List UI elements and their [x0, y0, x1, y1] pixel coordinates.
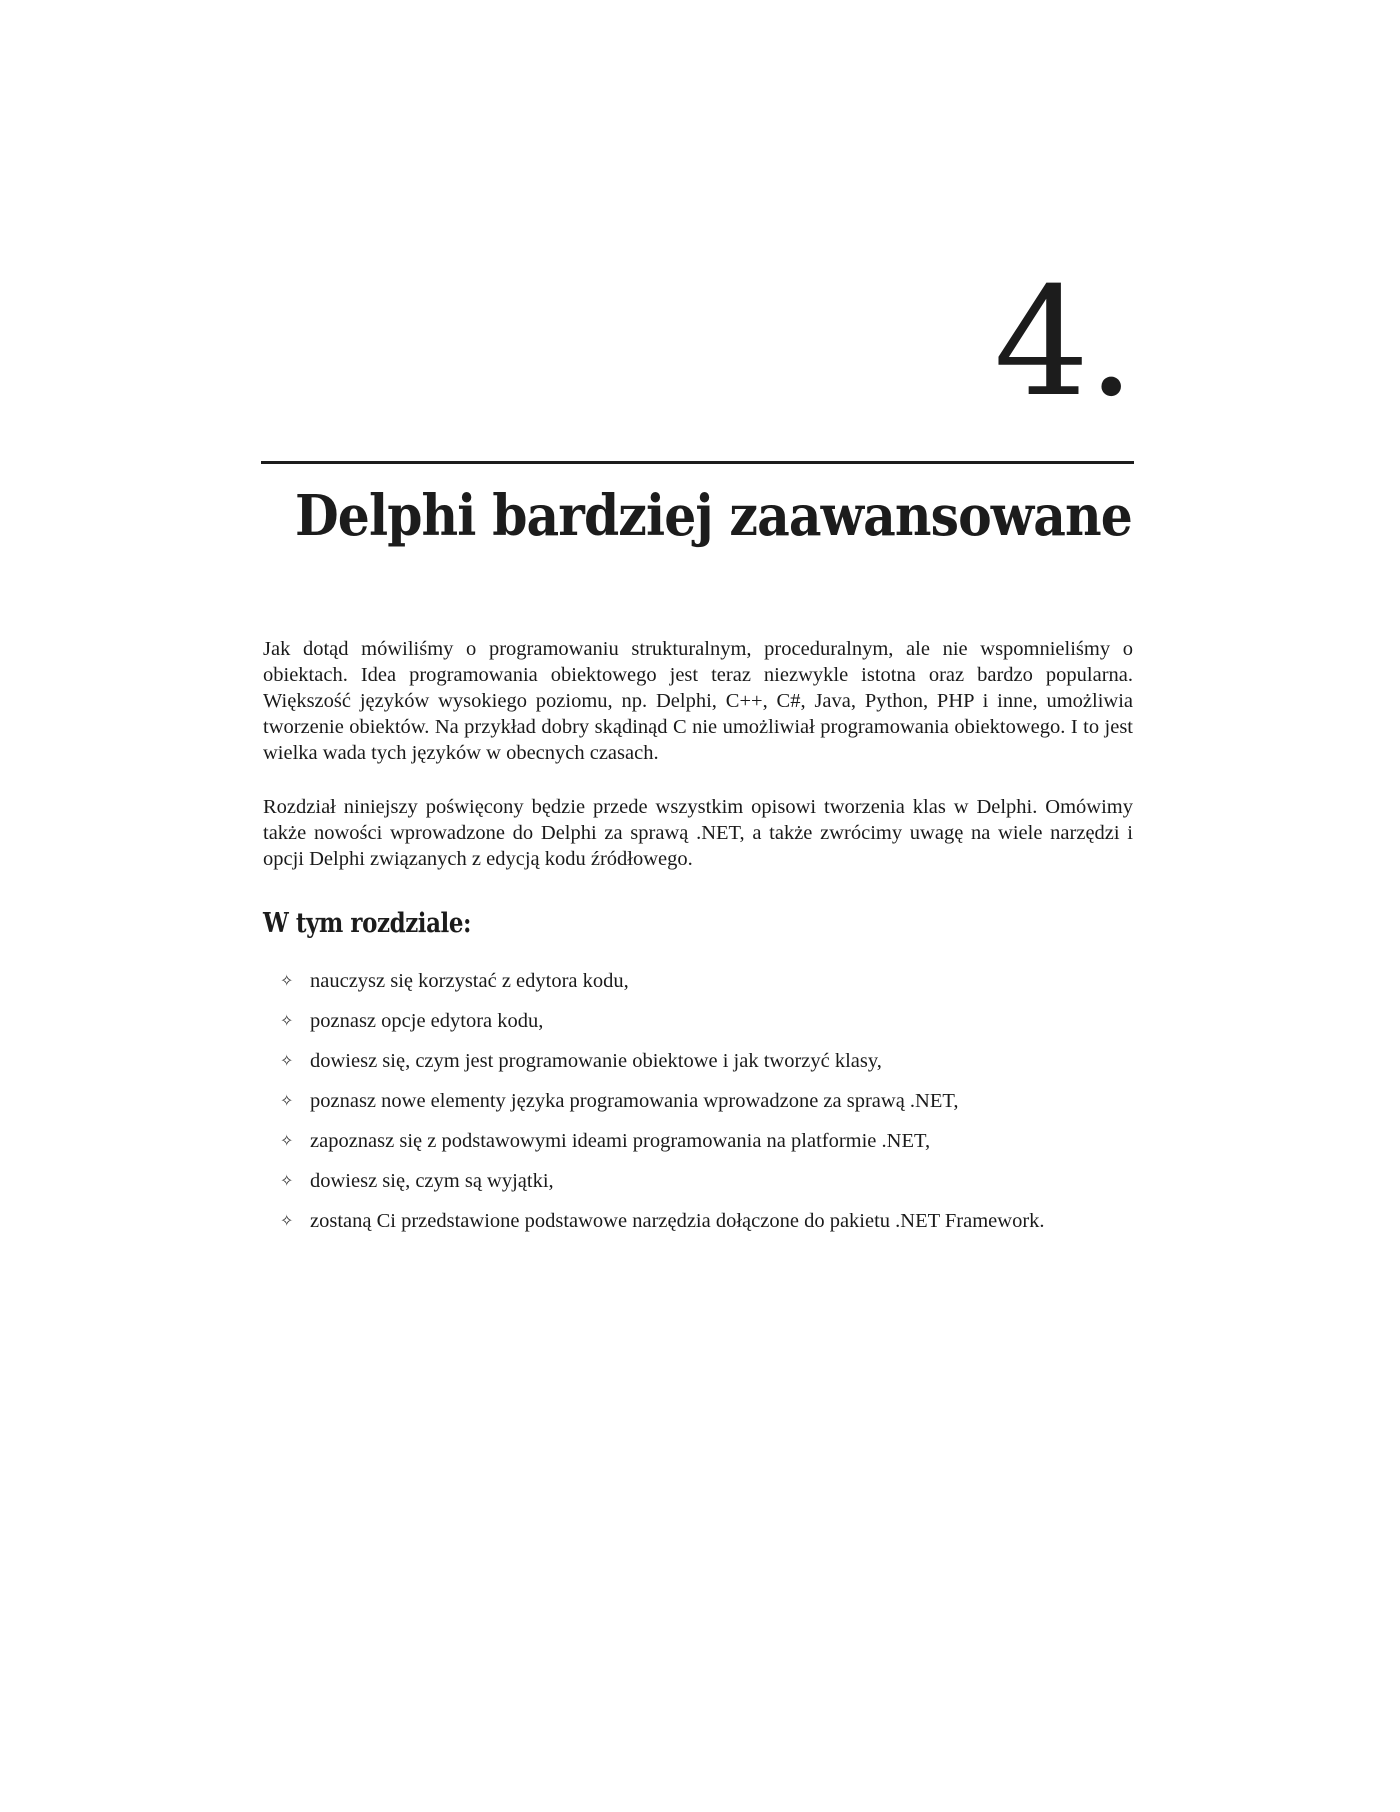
- chapter-number: 4.: [993, 256, 1133, 430]
- diamond-outline-icon: ✧: [280, 1051, 294, 1070]
- intro-paragraph-2: Rozdział niniejszy poświęcony będzie przede wszystkim opisowi tworzenia klas w Delphi. Omówimy także nowości wprowadzone do Delphi za sprawą .NET, a także zwrócimy uwagę na wiele narzędzi i opcji Delphi związanych z edycją kodu źródłowego.: [263, 796, 1133, 870]
- list-item: [280, 1168, 1060, 1194]
- list-item: [280, 1088, 1060, 1114]
- list-item-text: dowiesz się, czym są wyjątki,: [310, 1170, 554, 1192]
- list-item-text: poznasz opcje edytora kodu,: [310, 1010, 544, 1032]
- diamond-outline-icon: ✧: [280, 1131, 294, 1150]
- list-item-text: zapoznasz się z podstawowymi ideami programowania na platformie .NET,: [310, 1130, 931, 1152]
- section-heading: W tym rozdziale:: [263, 908, 472, 939]
- chapter-divider: [261, 461, 1134, 464]
- diamond-outline-icon: ✧: [280, 971, 294, 990]
- list-item: [280, 1008, 1060, 1034]
- list-item: [280, 968, 1060, 994]
- diamond-outline-icon: ✧: [280, 1011, 294, 1030]
- list-item: [280, 1208, 1060, 1234]
- intro-paragraph-1: Jak dotąd mówiliśmy o programowaniu strukturalnym, proceduralnym, ale nie wspomnieliśmy o obiektach. Idea programowania obiektowego jest teraz niezwykle istotna oraz bardzo popularna. Większość języków wysokiego poziomu, np. Delphi, C++, C#, Java, Python, PHP i inne, umożliwia tworzenie obiektów. Na przykład dobry skądinąd C nie umożliwiał programowania obiektowego. I to jest wielka wada tych języków w obecnych czasach.: [263, 638, 1133, 764]
- list-item: [280, 1048, 1060, 1074]
- list-item: [280, 1128, 1060, 1154]
- diamond-outline-icon: ✧: [280, 1091, 294, 1110]
- list-item-text: poznasz nowe elementy języka programowania wprowadzone za sprawą .NET,: [310, 1090, 959, 1112]
- diamond-outline-icon: ✧: [280, 1171, 294, 1190]
- list-item-text: nauczysz się korzystać z edytora kodu,: [310, 970, 629, 992]
- chapter-contents-list: [280, 968, 1060, 1248]
- list-item-text: zostaną Ci przedstawione podstawowe narzędzia dołączone do pakietu .NET Framework.: [310, 1210, 1045, 1232]
- list-item-text: dowiesz się, czym jest programowanie obiektowe i jak tworzyć klasy,: [310, 1050, 882, 1072]
- chapter-title: Delphi bardziej zaawansowane: [295, 483, 1132, 549]
- diamond-outline-icon: ✧: [280, 1211, 294, 1230]
